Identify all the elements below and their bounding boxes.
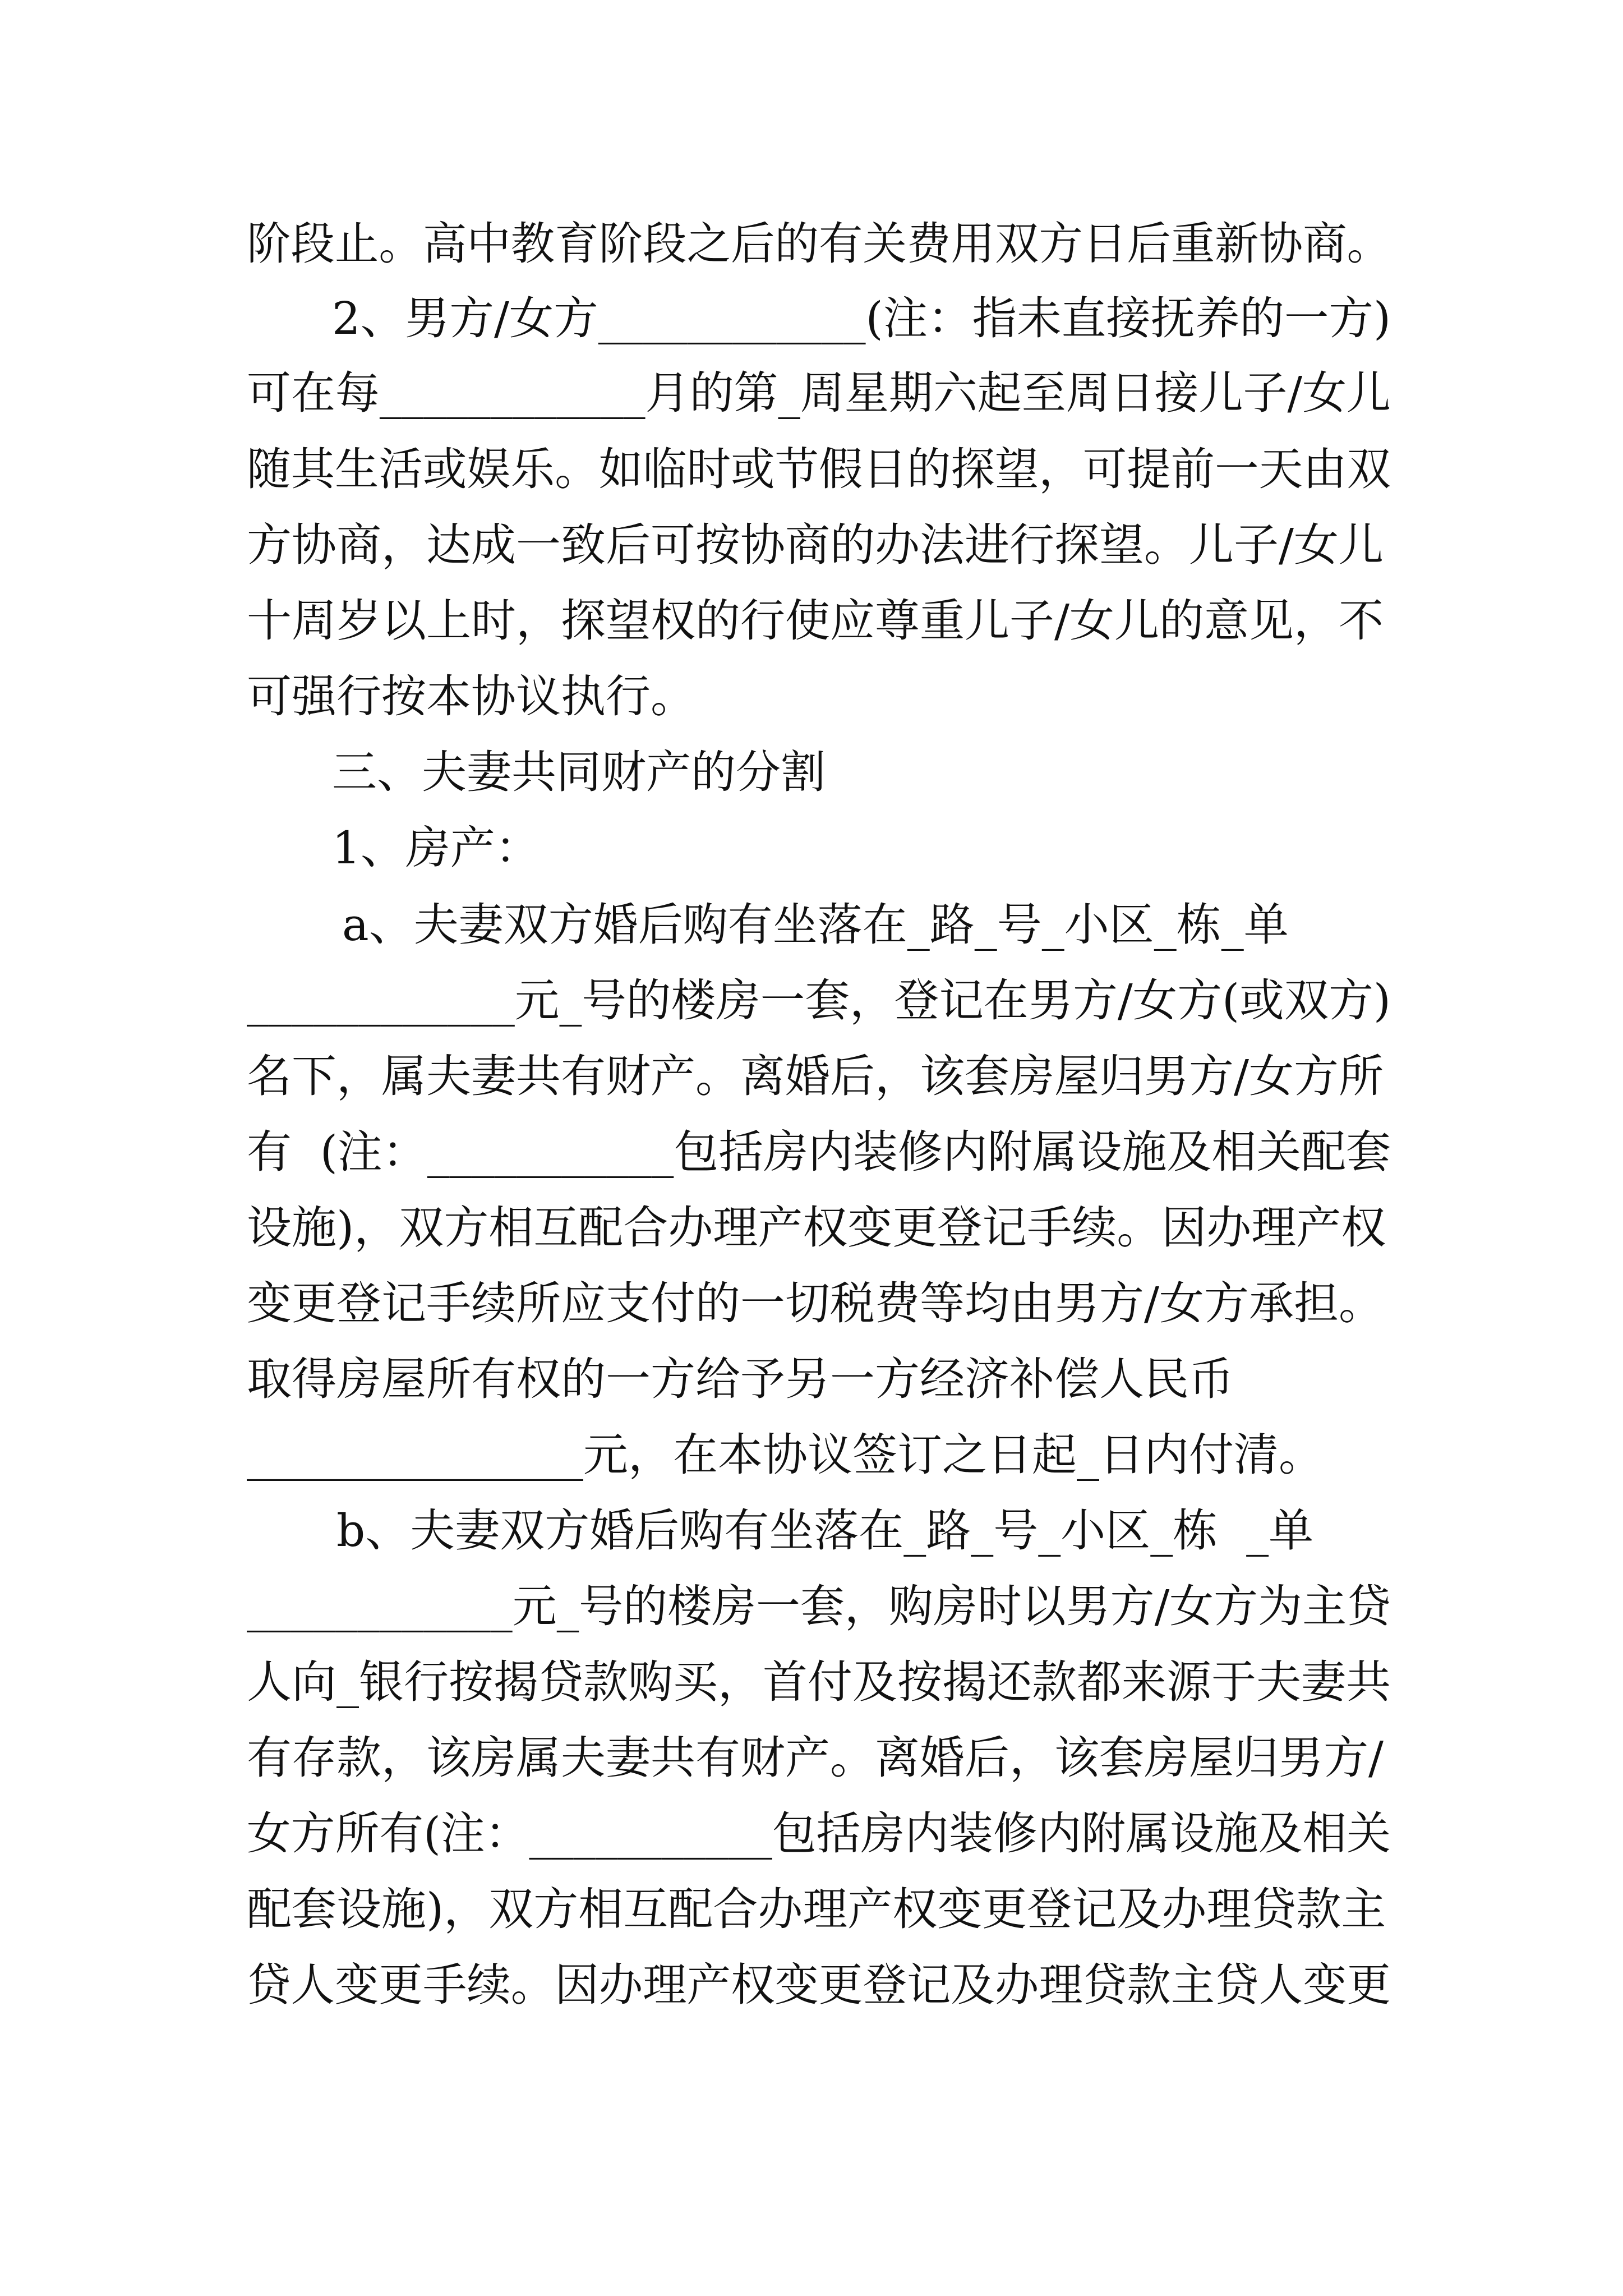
section-heading: [0, 742, 1623, 803]
text-line-11: [0, 970, 1623, 1032]
section-heading-content: 三、夫妻共同财产的分割: [332, 746, 826, 798]
text-line-18: [0, 1500, 1623, 1562]
text-line-11-content: ____________元_号的楼房一套，登记在男方/女方(或双方): [247, 974, 1391, 1027]
text-line-16: [0, 1349, 1623, 1410]
text-line-20-content: 人向_银行按揭贷款购买，首付及按揭还款都来源于夫妻共: [247, 1656, 1391, 1708]
text-line-20: [0, 1651, 1623, 1713]
text-line-13-content: 有 (注：___________包括房内装修内附属设施及相关配套: [247, 1126, 1391, 1178]
text-line-17: [0, 1424, 1623, 1486]
text-line-22: [0, 1803, 1623, 1865]
text-line-15-content: 变更登记手续所应支付的一切税费等均由男方/女方承担。: [247, 1277, 1384, 1329]
text-line-14: [0, 1197, 1623, 1259]
text-line-22-content: 女方所有(注：___________包括房内装修内附属设施及相关: [247, 1807, 1391, 1860]
text-line-14-content: 设施)，双方相互配合办理产权变更登记手续。因办理产权: [247, 1202, 1386, 1254]
text-line-10: [0, 894, 1623, 956]
text-line-23: [0, 1879, 1623, 1940]
text-line-5-content: 方协商，达成一致后可按协商的办法进行探望。儿子/女儿: [247, 519, 1384, 571]
text-line-19: [0, 1576, 1623, 1637]
text-line-7: [0, 666, 1623, 728]
text-line-15: [0, 1273, 1623, 1335]
text-line-16-content: 取得房屋所有权的一方给予另一方经济补偿人民币: [247, 1353, 1234, 1405]
subsection-heading: [0, 817, 1623, 879]
text-line-1: [0, 213, 1623, 275]
text-line-23-content: 配套设施)，双方相互配合办理产权变更登记及办理贷款主: [247, 1883, 1386, 1935]
text-line-7-content: 可强行按本协议执行。: [247, 670, 695, 723]
text-line-21-content: 有存款，该房属夫妻共有财产。离婚后，该套房屋归男方/: [247, 1732, 1384, 1784]
text-line-12-content: 名下，属夫妻共有财产。离婚后，该套房屋归男方/女方所: [247, 1050, 1384, 1102]
text-line-2: [0, 288, 1623, 349]
text-line-24-content: 贷人变更手续。因办理产权变更登记及办理贷款主贷人变更: [247, 1959, 1391, 2011]
text-line-19-content: ____________元_号的楼房一套，购房时以男方/女方为主贷: [247, 1580, 1391, 1632]
text-line-3: [0, 362, 1623, 424]
subsection-heading-content: 1、房产：: [332, 822, 540, 874]
text-line-12: [0, 1046, 1623, 1107]
text-line-4: [0, 439, 1623, 500]
text-line-2-content: 2、男方/女方____________(注：指未直接抚养的一方): [332, 292, 1391, 344]
text-line-21: [0, 1727, 1623, 1789]
text-line-17-content: _______________元，在本协议签订之日起_日内付清。: [247, 1429, 1324, 1481]
text-line-4-content: 随其生活或娱乐。如临时或节假日的探望，可提前一天由双: [247, 443, 1391, 495]
text-line-6: [0, 590, 1623, 652]
text-line-24: [0, 1954, 1623, 2016]
text-line-13: [0, 1121, 1623, 1183]
text-line-5: [0, 514, 1623, 576]
text-line-18-content: b、夫妻双方婚后购有坐落在_路_号_小区_栋 _单: [336, 1504, 1314, 1557]
text-line-6-content: 十周岁以上时，探望权的行使应尊重儿子/女儿的意见，不: [247, 595, 1384, 647]
text-line-3-content: 可在每____________月的第_周星期六起至周日接儿子/女儿: [247, 367, 1391, 419]
text-line-1-content: 阶段止。高中教育阶段之后的有关费用双方日后重新协商。: [247, 218, 1391, 270]
text-line-10-content: a、夫妻双方婚后购有坐落在_路_号_小区_栋_单: [342, 899, 1289, 951]
